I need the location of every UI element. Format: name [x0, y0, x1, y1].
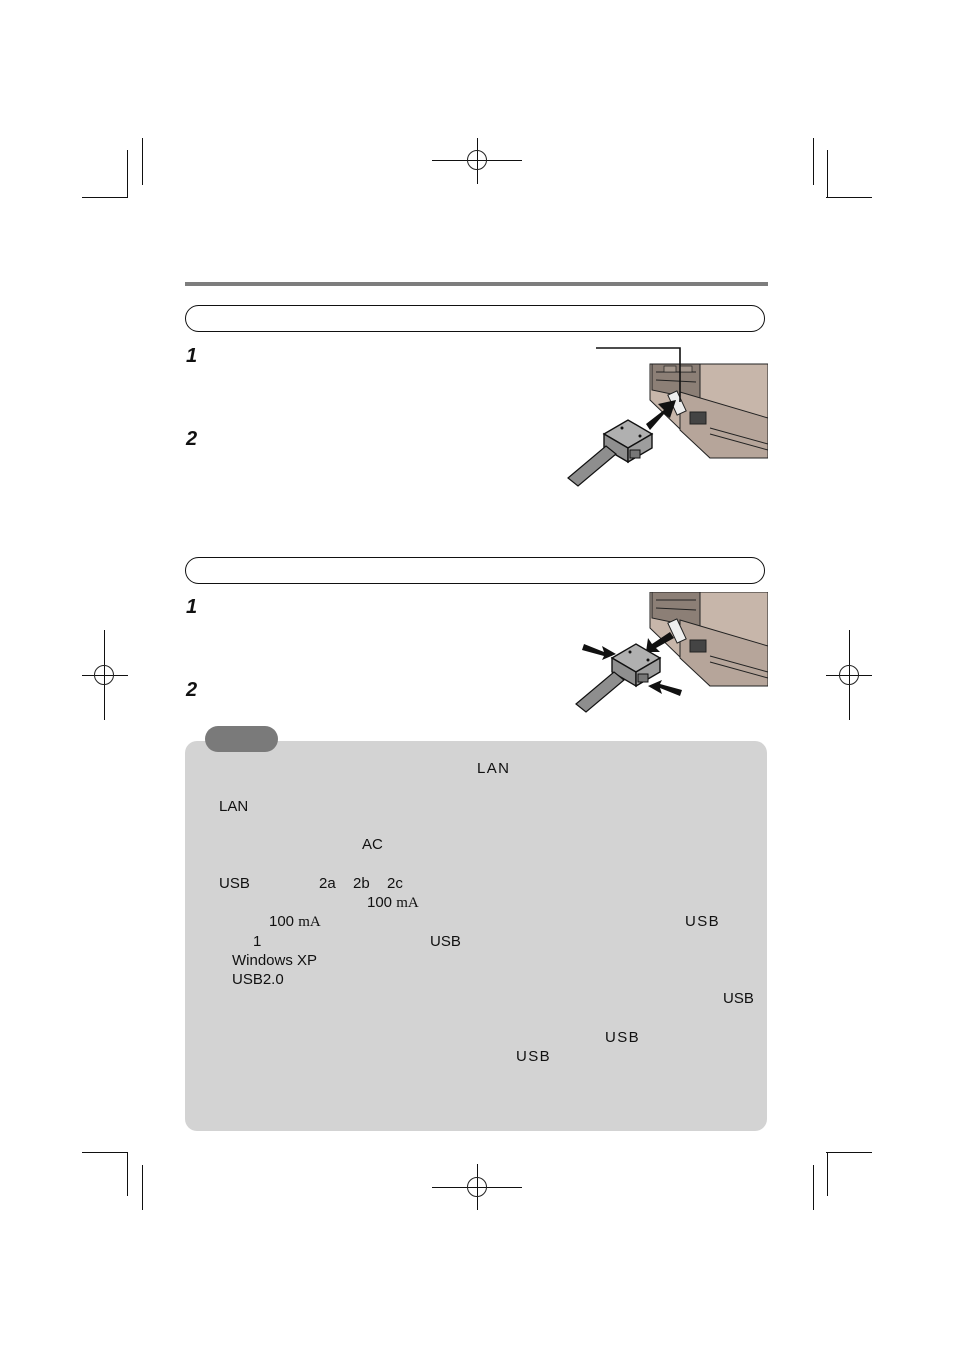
note-tab	[205, 726, 278, 752]
note-text: LAN	[219, 798, 249, 815]
note-text: USB	[219, 875, 250, 892]
cable-remove-illustration	[570, 592, 768, 714]
note-text: USB	[685, 913, 721, 930]
note-current-value: 100 mA	[367, 894, 419, 911]
note-text: AC	[362, 836, 383, 853]
step-number: 2	[186, 428, 198, 450]
note-usb-version: USB2.0	[232, 971, 284, 988]
note-text: USB	[605, 1029, 641, 1046]
step-number: 1	[186, 596, 198, 618]
note-count: 1	[253, 933, 262, 950]
note-ref: 2a	[319, 875, 336, 892]
note-ref: 2c	[387, 875, 403, 892]
note-text: USB	[430, 933, 461, 950]
section-heading-connect	[185, 305, 765, 332]
note-ref: 2b	[353, 875, 370, 892]
step-number: 2	[186, 679, 198, 701]
note-panel	[185, 741, 767, 1131]
note-current-value: 100 mA	[269, 913, 321, 930]
note-os: Windows XP	[232, 952, 318, 969]
note-text: USB	[516, 1048, 552, 1065]
note-text: LAN	[477, 760, 511, 777]
note-text: USB	[723, 990, 754, 1007]
section-heading-remove	[185, 557, 765, 584]
step-number: 1	[186, 345, 198, 367]
cable-insert-illustration	[560, 340, 768, 490]
header-rule	[185, 282, 768, 286]
